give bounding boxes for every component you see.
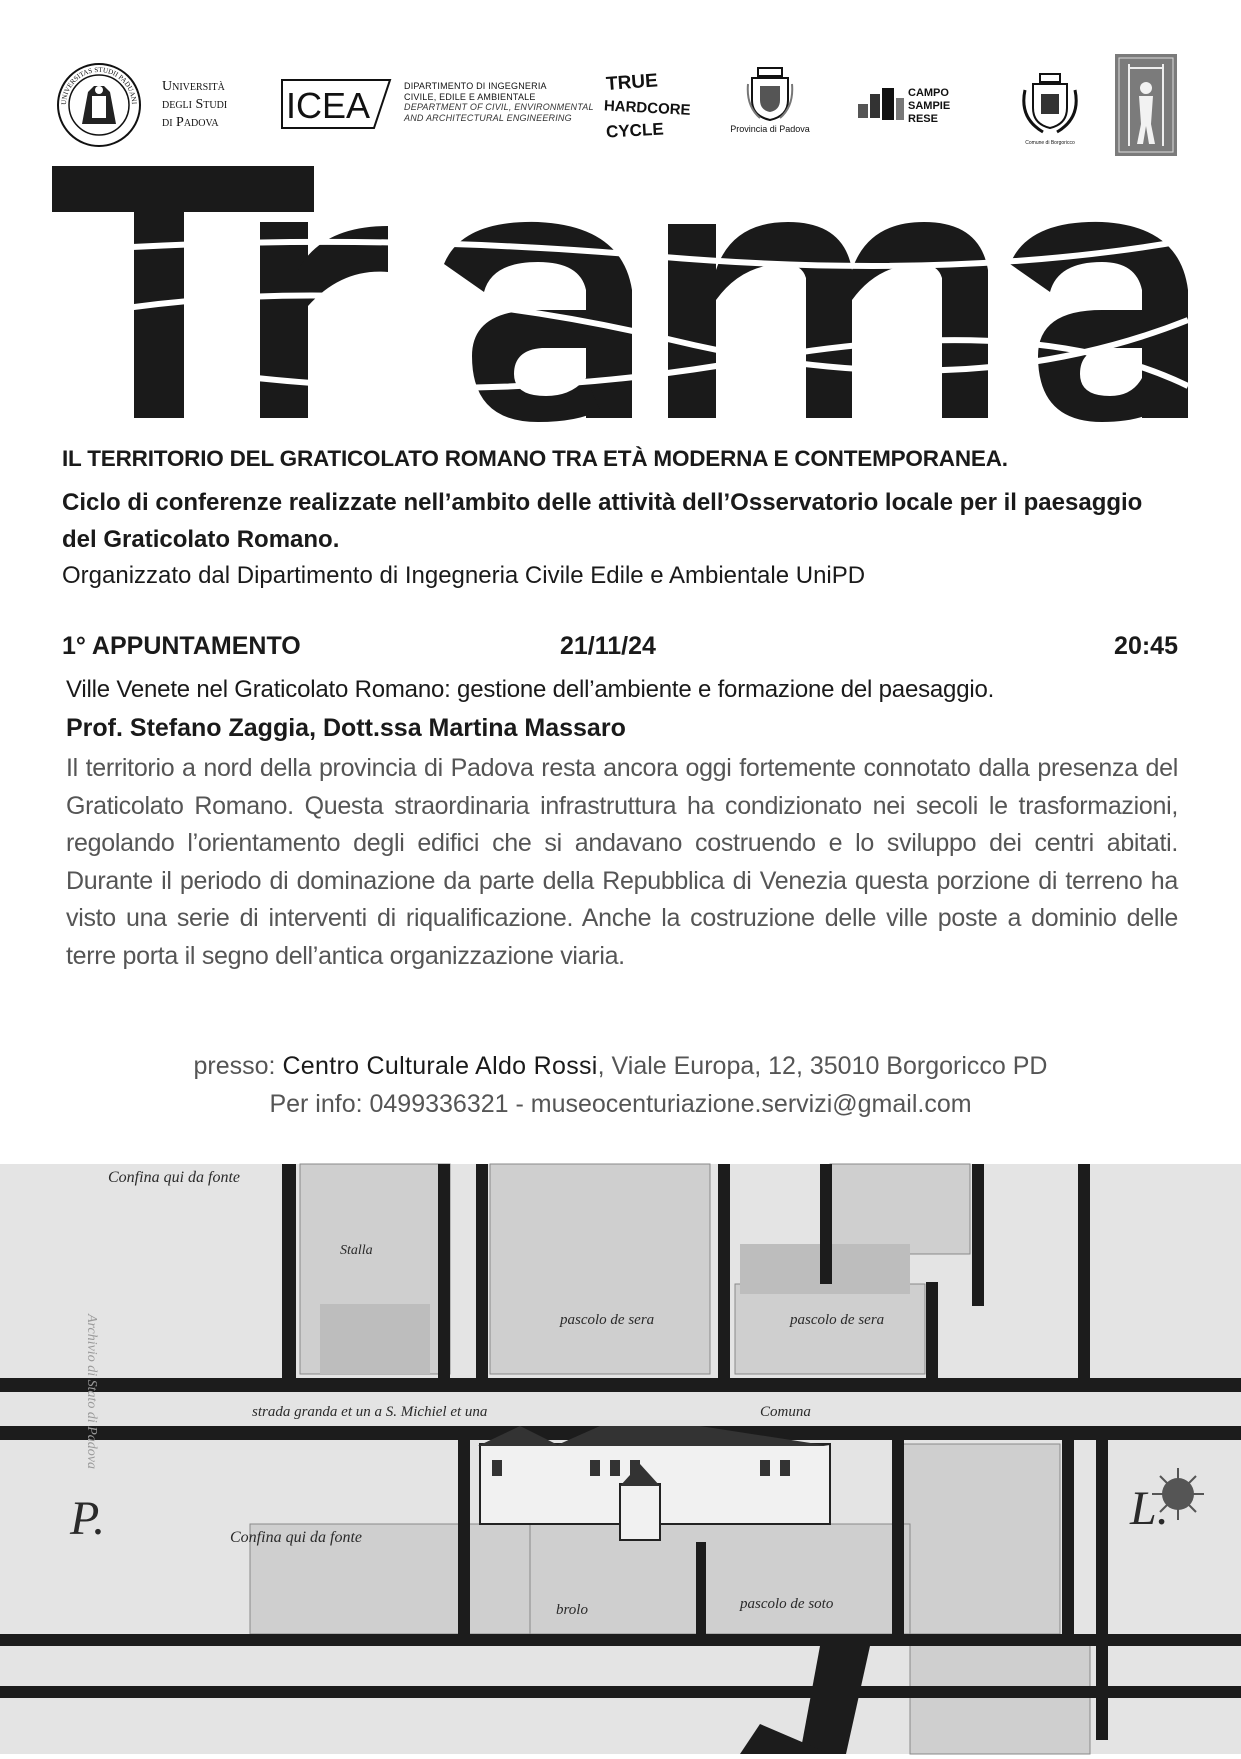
- map-label-strada: strada granda et un a S. Michiel et una: [252, 1404, 488, 1420]
- icea-department-text: [404, 81, 594, 123]
- map-label-brolo: brolo: [556, 1602, 588, 1618]
- icea-mark: ICEA: [286, 85, 371, 126]
- unipd-line-1: Università: [162, 79, 225, 94]
- info-line: Per info: 0499336321 - museocenturiazione.servizi@gmail.com: [269, 1090, 972, 1118]
- provincia-padova-logo: [720, 66, 820, 134]
- museo-centuriazione-logo: [1115, 54, 1177, 156]
- talk-description: Il territorio a nord della provincia di Padova resta ancora oggi fortemente connotato dalla presenza del Graticolato Romano. Questa straordinaria infrastruttura ha condizionato nei secoli le trasformazioni, regolando l’orientamento degli edifici che si andavano costruendo e lo sviluppo dei centri abitati. Durante il periodo di dominazione da parte della Repubblica di Venezia questa porzione di terreno ha visto una serie di interventi di riqualificazione. Anche la costruzione delle ville poste a dominio delle terre porta il segno dell’antica organizzazione viaria.: [66, 754, 1178, 970]
- cycle-description: Ciclo di conferenze realizzate nell’ambito delle attività dell’Osservatorio locale per il paesaggio del Graticolato Romano.: [62, 489, 1143, 553]
- map-label-stalla: Stalla: [340, 1243, 373, 1258]
- true-hardcore-cycle-logo: [603, 68, 691, 142]
- map-letter-l: L.: [1130, 1482, 1169, 1535]
- icea-logo: [280, 78, 392, 130]
- historic-map-image: [0, 1164, 1241, 1754]
- map-label-confine-top: Confina qui da fonte: [108, 1169, 240, 1186]
- appointment-time: 20:45: [1114, 632, 1178, 660]
- thc-line-1: TRUE: [605, 70, 659, 95]
- talk-title: Ville Venete nel Graticolato Romano: gestione dell’ambiente e formazione del paesaggio.: [66, 676, 995, 703]
- campo-line-1: CAMPO: [908, 87, 949, 99]
- icea-en-line-2: AND ARCHITECTURAL ENGINEERING: [404, 112, 572, 123]
- appointment-date: 21/11/24: [560, 632, 656, 660]
- organizer-line: Organizzato dal Dipartimento di Ingegneria Civile Edile e Ambientale UniPD: [62, 562, 866, 589]
- provincia-crest-icon: [746, 66, 794, 122]
- map-label-comuna: Comuna: [760, 1404, 811, 1420]
- icea-it-line-1: DIPARTIMENTO DI INGEGNERIA: [404, 81, 547, 91]
- unipd-name: [162, 78, 227, 132]
- icea-it-line-2: CIVILE, EDILE E AMBIENTALE: [404, 91, 536, 102]
- map-label-confine-mid: Confina qui da fonte: [230, 1529, 362, 1546]
- map-label-pascolo-sera-2: pascolo de sera: [790, 1312, 885, 1328]
- venue-line: [0, 1048, 1241, 1084]
- unipd-seal-logo: [56, 62, 142, 148]
- icea-en-line-1: DEPARTMENT OF CIVIL, ENVIRONMENTAL: [404, 102, 594, 112]
- map-label-pascolo-soto: pascolo de soto: [740, 1596, 834, 1612]
- appointment-label: 1° APPUNTAMENTO: [62, 632, 301, 660]
- title-trama: [52, 160, 1188, 422]
- borgoricco-logo: [1010, 72, 1090, 146]
- borgoricco-crest-icon: [1015, 72, 1085, 138]
- campo-sampierese-logo: [858, 84, 966, 132]
- speakers: Prof. Stefano Zaggia, Dott.ssa Martina Massaro: [66, 714, 626, 742]
- campo-line-3: RESE: [908, 113, 938, 125]
- map-watermark: Archivio di Stato di Padova: [84, 1314, 99, 1470]
- venue-prefix: presso:: [193, 1052, 276, 1080]
- borgoricco-label: Comune di Borgoricco: [1025, 140, 1075, 146]
- unipd-line-2: degli Studi: [162, 97, 228, 112]
- subtitle-caps: IL TERRITORIO DEL GRATICOLATO ROMANO TRA ETÀ MODERNA E CONTEMPORANEA.: [62, 446, 1008, 471]
- appointment-row: [62, 632, 1178, 666]
- map-letter-p: P.: [70, 1492, 106, 1545]
- campo-line-2: SAMPIE: [908, 100, 951, 112]
- venue-address: , Viale Europa, 12, 35010 Borgoricco PD: [597, 1052, 1048, 1080]
- unipd-line-3: di Padova: [162, 115, 219, 130]
- venue-place: Centro Culturale Aldo Rossi: [282, 1052, 598, 1080]
- thc-line-2: HARDCORE: [603, 97, 691, 119]
- provincia-label: Provincia di Padova: [730, 124, 810, 134]
- map-label-pascolo-sera-1: pascolo de sera: [560, 1312, 655, 1328]
- thc-line-3: CYCLE: [605, 119, 665, 142]
- seal-text: UNIVERSITAS STUDII PADUANI: [59, 65, 139, 106]
